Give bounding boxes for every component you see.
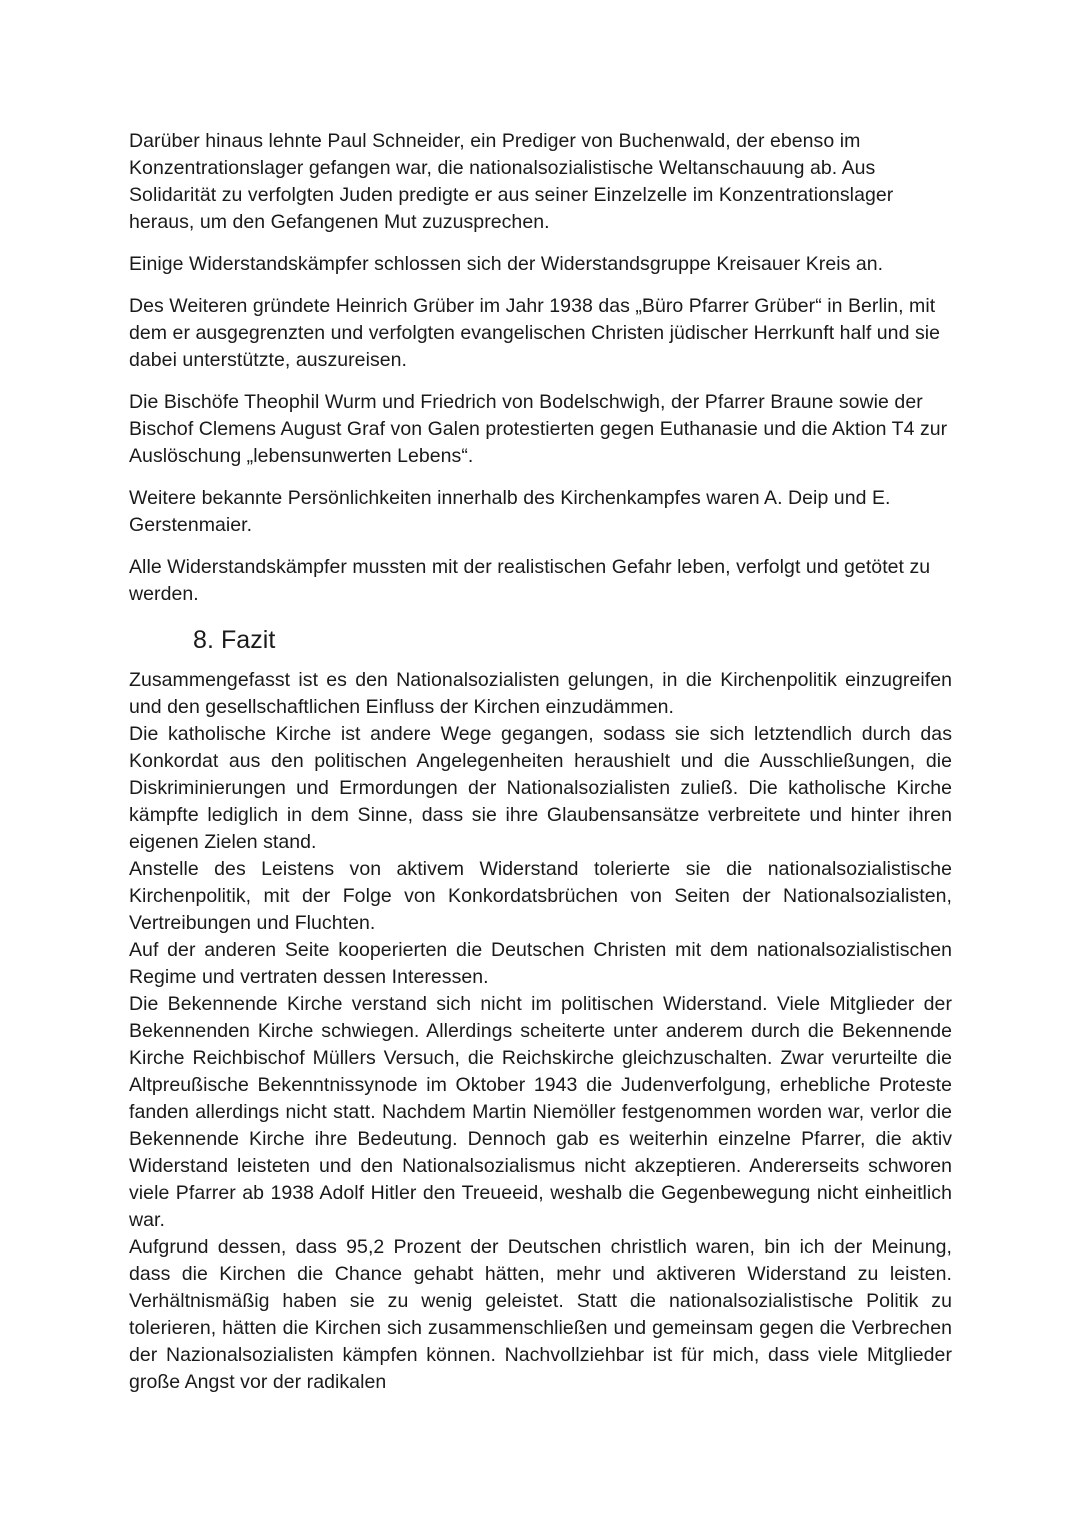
paragraph-zusammenfassung: Zusammengefasst ist es den Nationalsozialisten gelungen, in die Kirchenpolitik einzugreifen und den gesellschaftlichen Einfluss der Kirchen einzudämmen. [129,669,952,718]
paragraph-deutsche-christen: Auf der anderen Seite kooperierten die Deutschen Christen mit dem nationalsozialistischen Regime und vertraten dessen Interessen. [129,939,952,988]
paragraph-heinrich-grueber: Des Weiteren gründete Heinrich Grüber im Jahr 1938 das „Büro Pfarrer Grüber“ in Berlin, mit dem er ausgegrenzten und verfolgten evangelischen Christen jüdischer Herrkunft half und sie dabei unterstützte, auszureisen. [129,295,941,371]
section-7-body [129,128,952,608]
paragraph-katholische-kirche: Die katholische Kirche ist andere Wege gegangen, sodass sie sich letztendlich durch das Konkordat aus den politischen Angelegenheiten heraushielt und die Ausschließungen, die Diskriminierungen und Ermordungen der Nationalsozialisten zuließ. Die katholische Kirche kämpfte lediglich in dem Sinne, dass sie ihre Glaubensansätze verbreitete und hinter ihren eigenen Zielen stand. [129,723,952,853]
paragraph-bekennende-kirche: Die Bekennende Kirche verstand sich nicht im politischen Widerstand. Viele Mitglieder der Bekennenden Kirche schwiegen. Allerdings scheiterte unter anderem durch die Bekennende Kirche Reichbischof Müllers Versuch, die Reichskirche gleichzuschalten. Zwar verurteilte die Altpreußische Bekenntnissynode im Oktober 1943 die Judenverfolgung, erhebliche Proteste fanden allerdings nicht statt. Nachdem Martin Niemöller festgenommen worden war, verlor die Bekennende Kirche ihre Bedeutung. Dennoch gab es weiterhin einzelne Pfarrer, die aktiv Widerstand leisteten und den Nationalsozialismus nicht akzeptieren. Andererseits schworen viele Pfarrer ab 1938 Adolf Hitler den Treueeid, weshalb die Gegenbewegung nicht einheitlich war. [129,993,952,1231]
paragraph-tolerierung: Anstelle des Leistens von aktivem Widerstand tolerierte sie die nationalsozialistische Kirchenpolitik, mit der Folge von Konkordatsbrüchen von Seiten der Nationalsozialisten, Vertreibungen und Fluchten. [129,858,952,934]
page-content [129,128,952,1396]
paragraph-gefahr: Alle Widerstandskämpfer mussten mit der realistischen Gefahr leben, verfolgt und getötet zu werden. [129,556,931,605]
paragraph-paul-schneider: Darüber hinaus lehnte Paul Schneider, ein Prediger von Buchenwald, der ebenso im Konzentrationslager gefangen war, die nationalsozialistische Weltanschauung ab. Aus Solidarität zu verfolgten Juden predigte er aus seiner Einzelzelle im Konzentrationslager heraus, um den Gefangenen Mut zuzusprechen. [129,130,894,233]
paragraph-kreisauer-kreis: Einige Widerstandskämpfer schlossen sich der Widerstandsgruppe Kreisauer Kreis an. [129,253,884,275]
paragraph-weitere-persoenlichkeiten: Weitere bekannte Persönlichkeiten innerhalb des Kirchenkampfes waren A. Deip und E. Gerstenmaier. [129,487,891,536]
section-8-body [129,667,952,1396]
paragraph-bischoefe-euthanasie: Die Bischöfe Theophil Wurm und Friedrich von Bodelschwigh, der Pfarrer Braune sowie der Bischof Clemens August Graf von Galen protestierten gegen Euthanasie und die Aktion T4 zur Auslöschung „lebensunwerten Lebens“. [129,391,948,467]
section-heading-fazit: 8. Fazit [193,626,276,654]
paragraph-meinung: Aufgrund dessen, dass 95,2 Prozent der Deutschen christlich waren, bin ich der Meinung, dass die Kirchen die Chance gehabt hätten, mehr und aktiveren Widerstand zu leisten. Verhältnismäßig haben sie zu wenig geleistet. Statt die nationalsozialistische Politik zu tolerieren, hätten die Kirchen sich zusammenschließen und gemeinsam gegen die Verbrechen der Nazionalsozialisten kämpfen können. Nachvollziehbar ist für mich, dass viele Mitglieder große Angst vor der radikalen [129,1236,952,1393]
